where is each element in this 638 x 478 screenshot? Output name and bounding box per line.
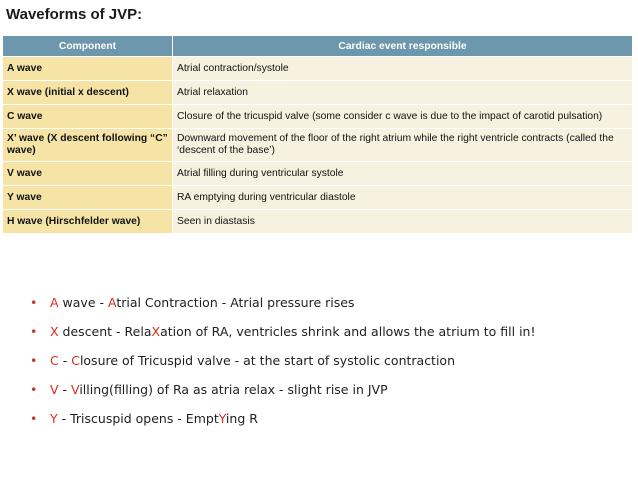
event-cell: Seen in diastasis — [173, 210, 633, 234]
component-cell: A wave — [3, 57, 173, 81]
component-cell: V wave — [3, 162, 173, 186]
bullet-dot-icon: • — [30, 324, 38, 339]
bullet-item — [30, 375, 535, 404]
bullet-text: - — [58, 353, 72, 368]
table-row — [3, 210, 633, 234]
bullet-text: - Triscuspid opens - Empt — [57, 411, 219, 426]
bullet-item — [30, 317, 535, 346]
bullet-text: losure of Tricuspid valve - at the start of systolic contraction — [79, 353, 456, 368]
highlighted-letter: V — [50, 382, 59, 397]
component-cell: X wave (initial x descent) — [3, 81, 173, 105]
bullet-text: wave - — [58, 295, 108, 310]
component-cell: X’ wave (X descent following “C” wave) — [3, 129, 173, 162]
highlighted-letter: X — [151, 324, 161, 339]
table-row — [3, 81, 633, 105]
event-cell: Atrial relaxation — [173, 81, 633, 105]
bullet-dot-icon: • — [30, 353, 38, 368]
bullet-dot-icon: • — [30, 382, 38, 397]
bullet-item — [30, 346, 535, 375]
jvp-waveform-table — [2, 35, 633, 234]
bullet-text: ation of RA, ventricles shrink and allows the atrium to fill in! — [160, 324, 536, 339]
highlighted-letter: X — [50, 324, 59, 339]
bullet-item — [30, 404, 535, 433]
table-row — [3, 105, 633, 129]
highlighted-letter: Y — [218, 411, 226, 426]
table-row — [3, 129, 633, 162]
event-cell: Atrial contraction/systole — [173, 57, 633, 81]
page-title: Waveforms of JVP: — [6, 6, 143, 23]
table-header-row — [3, 36, 633, 57]
highlighted-letter: C — [50, 353, 59, 368]
highlighted-letter: A — [50, 295, 59, 310]
table-row — [3, 57, 633, 81]
event-cell: Closure of the tricuspid valve (some consider c wave is due to the impact of carotid pulsation) — [173, 105, 633, 129]
bullet-dot-icon: • — [30, 295, 38, 310]
column-header-component: Component — [3, 36, 173, 57]
event-cell: Atrial filling during ventricular systole — [173, 162, 633, 186]
component-cell: C wave — [3, 105, 173, 129]
bullet-text: - — [58, 382, 72, 397]
bullet-item — [30, 288, 535, 317]
highlighted-letter: C — [71, 353, 80, 368]
component-cell: H wave (Hirschfelder wave) — [3, 210, 173, 234]
highlighted-letter: V — [71, 382, 80, 397]
column-header-cardiac-event: Cardiac event responsible — [173, 36, 633, 57]
mnemonic-bullet-list — [30, 288, 535, 433]
bullet-text: illing(filling) of Ra as atria relax - slight rise in JVP — [79, 382, 388, 397]
bullet-text: descent - Rela — [58, 324, 152, 339]
bullet-dot-icon: • — [30, 411, 38, 426]
bullet-text: ing R — [225, 411, 258, 426]
highlighted-letter: A — [107, 295, 117, 310]
event-cell: Downward movement of the floor of the right atrium while the right ventricle contracts (called the ‘descent of the base’) — [173, 129, 633, 162]
highlighted-letter: Y — [50, 411, 58, 426]
bullet-text: trial Contraction - Atrial pressure rises — [116, 295, 355, 310]
table-row — [3, 186, 633, 210]
event-cell: RA emptying during ventricular diastole — [173, 186, 633, 210]
component-cell: Y wave — [3, 186, 173, 210]
table-row — [3, 162, 633, 186]
